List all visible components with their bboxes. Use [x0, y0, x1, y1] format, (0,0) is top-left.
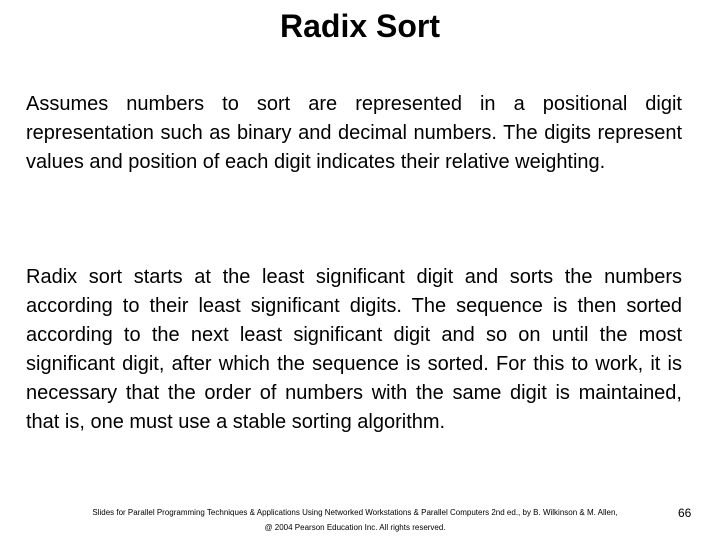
footer-credit: Slides for Parallel Programming Techniques & Applications Using Networked Workstations & Parallel Computers 2nd ed., by B. Wilkinson & M. Allen, — [92, 508, 618, 517]
slide-title: Radix Sort — [279, 8, 441, 44]
paragraph-1: Assumes numbers to sort are represented in a positional digit representation such as binary and decimal numbers. The digits represent values and position of each digit indicates their relative weighting. — [26, 93, 682, 173]
paragraph-2: Radix sort starts at the least significant digit and sorts the numbers according to their least significant digits. The sequence is then sorted according to the next least significant digit and so on until the most significant digit, after which the sequence is sorted. For this to work, it is necessary that the order of numbers with the same digit is maintained, that is, one must use a stable sorting algorithm. — [26, 266, 682, 433]
footer-copyright: @ 2004 Pearson Education Inc. All rights reserved. — [264, 523, 446, 532]
page-number: 66 — [678, 506, 692, 520]
